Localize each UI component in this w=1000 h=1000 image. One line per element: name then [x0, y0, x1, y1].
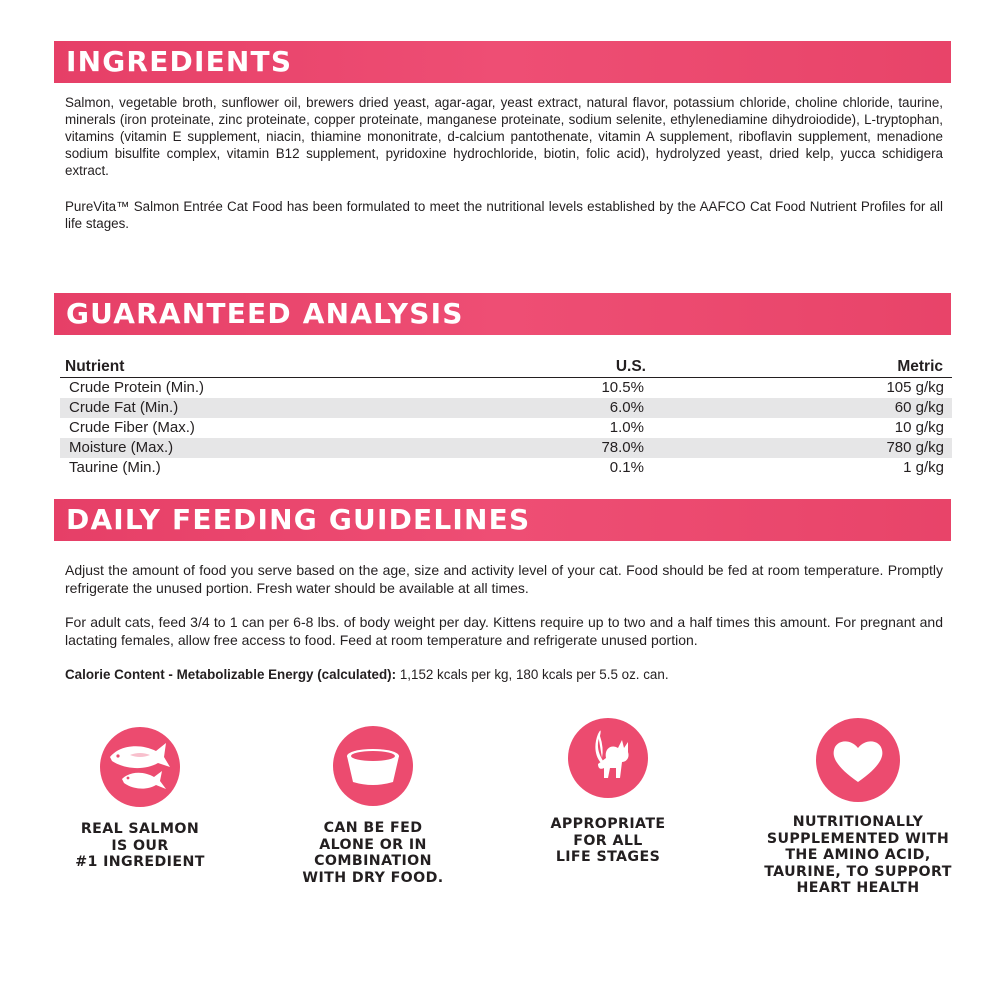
header-us: U.S. [615, 358, 646, 375]
heart-icon [816, 718, 900, 802]
nutrient-name: Crude Fat (Min.) [69, 399, 179, 416]
calorie-content [65, 666, 943, 683]
nutrient-metric: 1 g/kg [903, 459, 944, 476]
nutrient-metric: 60 g/kg [894, 399, 944, 416]
feeding-paragraph-1: Adjust the amount of food you serve based on the age, size and activity level of your cat. Food should be fed at room temperature. Promptly refrigerate the unused portion. Fresh water should be available at all times. [65, 562, 943, 596]
table-row [60, 378, 952, 398]
nutrient-name: Crude Fiber (Max.) [69, 419, 195, 436]
cat-icon [568, 718, 648, 798]
salmon-icon [100, 727, 180, 807]
nutrient-metric: 10 g/kg [894, 419, 944, 436]
aafco-statement: PureVita™ Salmon Entrée Cat Food has been formulated to meet the nutritional levels established by the AAFCO Cat Food Nutrient Profiles for all life stages. [65, 199, 943, 231]
guaranteed-analysis-table [60, 358, 952, 478]
feature-caption: APPROPRIATE FOR ALL LIFE STAGES [550, 816, 666, 865]
ingredients-text: Salmon, vegetable broth, sunflower oil, brewers dried yeast, agar-agar, yeast extract, natural flavor, potassium chloride, choline chloride, taurine, minerals (iron proteinate, zinc proteinate, copper proteinate, manganese proteinate, sodium selenite, ethylenediamine dihydroiodide), L-tryptophan, vitamins (vitamin E supplement, niacin, thiamine mononitrate, d-calcium pantothenate, vitamin A supplement, riboflavin supplement, menadione sodium bisulfite complex, vitamin B12 supplement, pyridoxine hydrochloride, biotin, folic acid), hydrolyzed yeast, dried kelp, yucca schidigera extract. [65, 95, 943, 178]
nutrient-name: Crude Protein (Min.) [69, 379, 205, 396]
feature-taurine-heart-health [748, 718, 968, 897]
header-metric: Metric [897, 358, 943, 375]
nutrient-us: 1.0% [609, 419, 644, 436]
bowl-icon [333, 726, 413, 806]
feature-caption: CAN BE FED ALONE OR IN COMBINATION WITH DRY FOOD. [302, 820, 444, 886]
table-row [60, 458, 952, 478]
feature-caption: REAL SALMON IS OUR #1 INGREDIENT [75, 821, 205, 870]
table-row [60, 398, 952, 418]
calorie-label: Calorie Content - Metabolizable Energy (calculated): [65, 667, 397, 682]
header-nutrient: Nutrient [65, 358, 125, 375]
ingredients-heading: INGREDIENTS [54, 41, 951, 83]
guaranteed-analysis-heading: GUARANTEED ANALYSIS [54, 293, 951, 335]
calorie-value: 1,152 kcals per kg, 180 kcals per 5.5 oz. can. [396, 667, 669, 682]
feature-feed-alone [263, 726, 483, 886]
nutrient-us: 78.0% [601, 439, 644, 456]
feature-all-life-stages [498, 718, 718, 866]
table-header [60, 358, 952, 378]
feature-caption: NUTRITIONALLY SUPPLEMENTED WITH THE AMINO ACID, TAURINE, TO SUPPORT HEART HEALTH [764, 814, 952, 896]
nutrient-us: 0.1% [609, 459, 644, 476]
nutrient-metric: 105 g/kg [886, 379, 944, 396]
table-row [60, 418, 952, 438]
nutrient-metric: 780 g/kg [886, 439, 944, 456]
table-row [60, 438, 952, 458]
nutrient-us: 10.5% [601, 379, 644, 396]
feeding-guidelines-heading: DAILY FEEDING GUIDELINES [54, 499, 951, 541]
nutrient-name: Taurine (Min.) [69, 459, 161, 476]
nutrient-us: 6.0% [609, 399, 644, 416]
nutrient-name: Moisture (Max.) [69, 439, 174, 456]
feature-real-salmon [30, 727, 250, 871]
feeding-paragraph-2: For adult cats, feed 3/4 to 1 can per 6-8 lbs. of body weight per day. Kittens require up to two and a half times this amount. For pregnant and lactating females, allow free access to food. Feed at room temperature and refrigerate unused portion. [65, 614, 943, 648]
